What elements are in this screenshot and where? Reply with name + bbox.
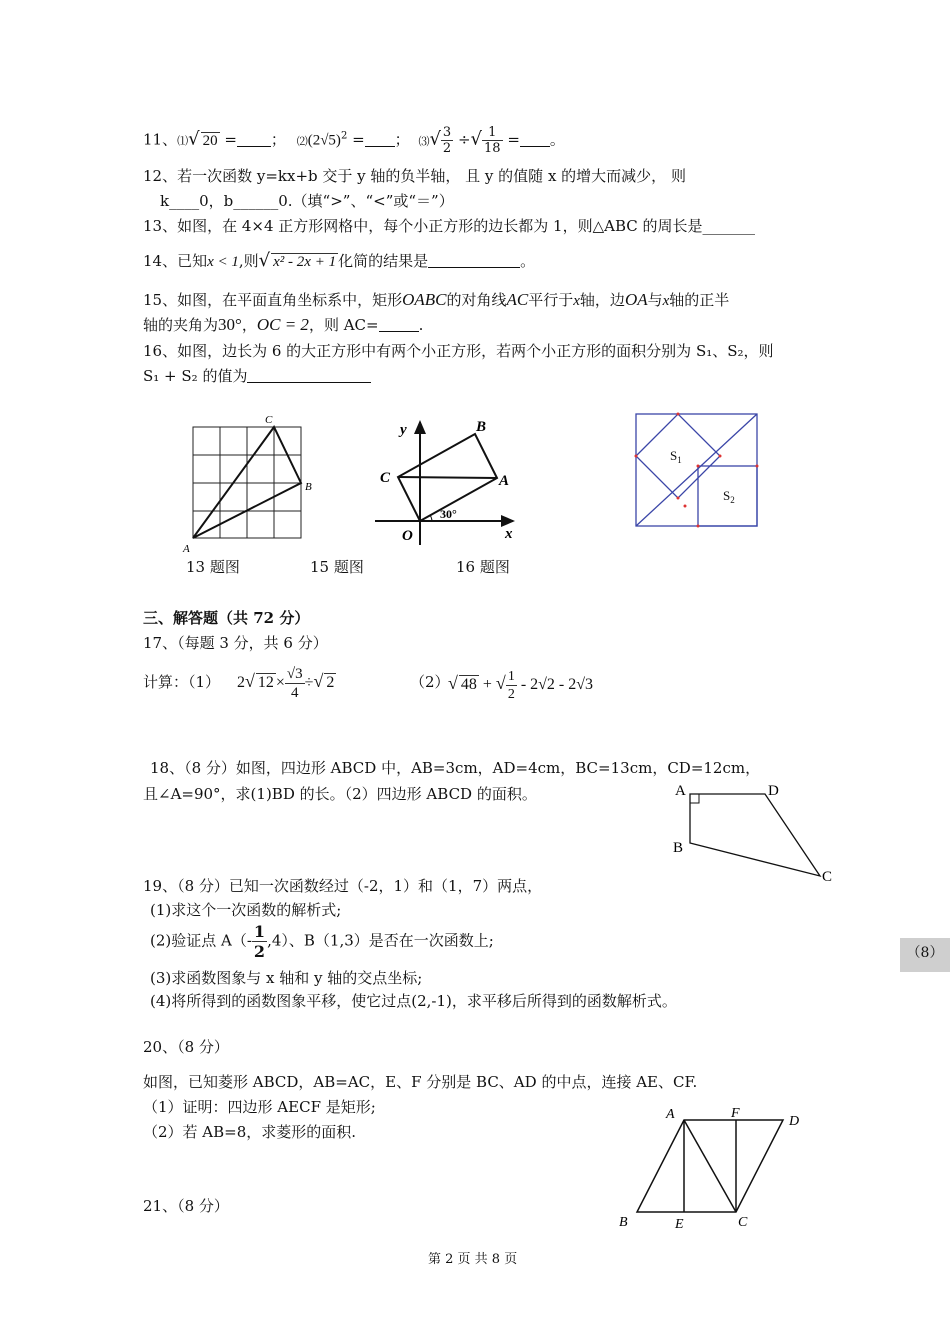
answer-blank — [365, 132, 395, 147]
figure-15-axes — [370, 410, 520, 550]
label-c: C — [822, 869, 833, 885]
q15-text-c: 平行于 — [528, 291, 574, 309]
label-x: x — [505, 526, 513, 542]
numerator: 3 — [442, 125, 452, 140]
q15-oabc: OABC — [402, 290, 447, 309]
q19-line1: 19、（8 分）已知一次函数经过（-2，1）和（1，7）两点， — [143, 877, 543, 895]
q12-line1: 12、若一次函数 y=kx+b 交于 y 轴的负半轴， 且 y 的值随 x 的增大而减少， 则 — [143, 167, 686, 185]
fraction — [506, 668, 517, 703]
q11-part1-label: ⑴ — [177, 134, 189, 148]
q11-part2-exponent: 2 — [340, 130, 348, 142]
svg-text:S2 — [723, 488, 735, 505]
label-b: B — [673, 840, 684, 856]
q14-condition: x < 1 — [207, 254, 239, 270]
side-score-tag: （8） — [900, 938, 950, 972]
q19-sub2-b: ,4）、B（1,3）是否在一次函数上; — [267, 931, 494, 950]
q16-line2 — [143, 365, 371, 386]
sqrt-symbol: √ — [245, 671, 255, 692]
q17-label: 计算：（1） — [143, 673, 221, 691]
q15-text-h: ， — [241, 316, 257, 334]
denominator: 2 — [442, 141, 452, 156]
q15-text-b: 的对角线 — [446, 291, 507, 309]
q14-mid: ,则 — [238, 252, 259, 270]
figure-20-rhombus — [612, 1100, 807, 1235]
sqrt-symbol: √ — [495, 673, 506, 694]
q15-text-f: 轴的正半 — [669, 291, 730, 309]
numerator: √3 — [286, 666, 303, 682]
q15-text-d: 轴，边 — [579, 291, 625, 309]
label-e: E — [675, 1217, 684, 1232]
label-c: C — [265, 414, 273, 426]
answer-blank — [428, 253, 520, 268]
label-o: O — [402, 528, 413, 544]
q20-sub1: （1）证明：四边形 AECF 是矩形; — [143, 1098, 376, 1116]
answer-blank — [379, 317, 419, 332]
q19-sub3: (3)求函数图象与 x 轴和 y 轴的交点坐标; — [150, 969, 423, 987]
q19-sub2 — [150, 922, 494, 961]
section-3-title: 三、解答题（共 72 分） — [143, 609, 310, 627]
label-a: A — [183, 543, 190, 555]
times-sign: × — [275, 674, 285, 692]
label-s2-sub: 2 — [730, 495, 735, 505]
q19-sub1: (1)求这个一次函数的解析式; — [150, 901, 342, 919]
caption-13: 13 题图 — [186, 558, 240, 576]
q17-calc2-rest: - 2√2 - 2√3 — [520, 676, 594, 694]
q15-line1 — [143, 289, 729, 310]
label-angle: 30° — [440, 507, 457, 521]
q14-suffix: 化简的结果是 — [338, 252, 429, 270]
label-b: B — [476, 419, 487, 435]
q14-radicand: x² - 2x + 1 — [273, 254, 337, 270]
label-a: A — [499, 473, 510, 489]
q15-oc: OC = 2 — [256, 315, 309, 334]
numerator: 1 — [482, 125, 503, 141]
q18-line1: 18、（8 分）如图，四边形 ABCD 中，AB=3cm，AD=4cm，BC=13cm，CD=12cm， — [150, 759, 761, 777]
figure-18-quadrilateral — [665, 778, 840, 890]
q15-ac: AC — [506, 290, 529, 309]
q15-x: x — [662, 293, 670, 309]
question-14 — [143, 250, 535, 271]
q15-text-a: 15、如图，在平面直角坐标系中，矩形 — [143, 291, 403, 309]
q11-part2-expr: (2√5) — [307, 132, 341, 149]
denominator: 2 — [507, 687, 515, 702]
q15-text-e: 与 — [647, 291, 663, 309]
q20-head: 20、（8 分） — [143, 1038, 229, 1056]
q13-text: 13、如图，在 4×4 正方形网格中，每个小正方形的边长都为 1，则△ABC 的周长是_______ — [143, 217, 756, 235]
label-d: D — [768, 783, 779, 799]
q16-text: S₁ + S₂ 的值为 — [143, 367, 248, 385]
label-d: D — [789, 1114, 800, 1129]
radicand: 48 — [460, 676, 477, 694]
q11-part3-frac-a — [441, 125, 453, 156]
coef: 2 — [237, 674, 245, 692]
q17-calc2 — [448, 668, 593, 703]
q11-part3-label: ⑶ — [418, 134, 430, 148]
label-a: A — [666, 1107, 675, 1122]
numerator: 1 — [253, 922, 266, 941]
q15-line2 — [143, 314, 423, 335]
denominator: 2 — [253, 942, 266, 961]
sqrt-symbol: √ — [258, 250, 271, 271]
answer-blank — [237, 132, 271, 147]
caption-15: 15 题图 — [310, 558, 364, 576]
caption-16: 16 题图 — [456, 558, 510, 576]
label-c: C — [380, 470, 391, 486]
page-footer: 第 2 页 共 8 页 — [428, 1252, 518, 1267]
q18-line2: 且∠A=90°，求(1)BD 的长。（2）四边形 ABCD 的面积。 — [143, 785, 537, 803]
q11-number: 11、 — [143, 130, 178, 149]
label-b: B — [305, 481, 312, 493]
q20-sub2: （2）若 AB=8，求菱形的面积. — [143, 1123, 357, 1141]
q12-line2: k____0，b______0.（填“>”、“<”或“＝”） — [160, 192, 454, 210]
q15-text-i: ，则 AC= — [308, 316, 379, 334]
label-f: F — [731, 1106, 740, 1121]
radicand: 12 — [257, 674, 274, 692]
numerator: 1 — [507, 669, 515, 684]
label-s1-sub: 1 — [677, 455, 682, 465]
label-c: C — [738, 1215, 748, 1230]
question-11: 11、⑴√ 20 = ； $⑵(2√5)^2$ = ； ⑶√ $\frac{3}{2}$ ÷√ $\frac{1}{18}$ = 。 — [143, 125, 565, 156]
sqrt-symbol: √ — [448, 673, 458, 694]
q17-head: 17、（每题 3 分，共 6 分） — [143, 634, 328, 652]
radicand: 2 — [326, 674, 335, 692]
label-b: B — [619, 1215, 628, 1230]
q19-sub2-a: (2)验证点 A（- — [150, 931, 252, 950]
label-a: A — [675, 783, 686, 799]
q14-end: 。 — [520, 252, 536, 270]
label-y: y — [400, 422, 407, 438]
fraction — [285, 665, 305, 702]
fraction — [252, 922, 267, 961]
svg-text:S1 — [670, 448, 682, 465]
figure-16-squares — [630, 408, 765, 533]
q16-line1: 16、如图，边长为 6 的大正方形中有两个小正方形，若两个小正方形的面积分别为 S₁、S₂，则 — [143, 342, 774, 360]
q11-part3-frac-b — [482, 125, 503, 156]
sqrt-symbol: √ — [313, 671, 324, 692]
q17-label2: （2） — [410, 673, 450, 691]
q20-line1: 如图，已知菱形 ABCD，AB=AC，E、F 分别是 BC、AD 的中点，连接 AE、CF. — [143, 1073, 698, 1091]
q15-x: x — [573, 293, 580, 309]
sqrt-symbol: √ — [470, 128, 483, 150]
answer-blank — [520, 132, 550, 147]
figure-13-grid — [180, 410, 310, 555]
q21-head: 21、（8 分） — [143, 1197, 229, 1215]
sqrt-symbol: √ — [429, 128, 441, 150]
q17-calc1 — [237, 665, 336, 702]
divide-sign: ÷ — [304, 674, 314, 692]
q15-end: . — [418, 316, 424, 334]
q15-oa: OA — [624, 290, 648, 309]
q15-text-g: 轴的夹角为 — [143, 316, 219, 334]
label-s1: S — [670, 448, 678, 463]
q11-part2-label: ⑵ — [296, 134, 308, 148]
q11-part1-radicand: 20 — [202, 132, 218, 149]
q19-sub4: (4)将所得到的函数图象平移，使它过点(2,-1)，求平移后所得到的函数解析式。 — [150, 992, 677, 1010]
label-s2: S — [723, 488, 731, 503]
denominator: 18 — [484, 141, 501, 156]
sqrt-symbol: √ — [188, 128, 200, 150]
denominator: 4 — [291, 685, 299, 701]
q11-end: 。 — [549, 130, 565, 149]
q14-prefix: 14、已知 — [143, 252, 208, 270]
answer-blank — [247, 368, 371, 383]
plus-sign: + — [482, 676, 492, 694]
q15-angle: 30° — [218, 315, 242, 334]
